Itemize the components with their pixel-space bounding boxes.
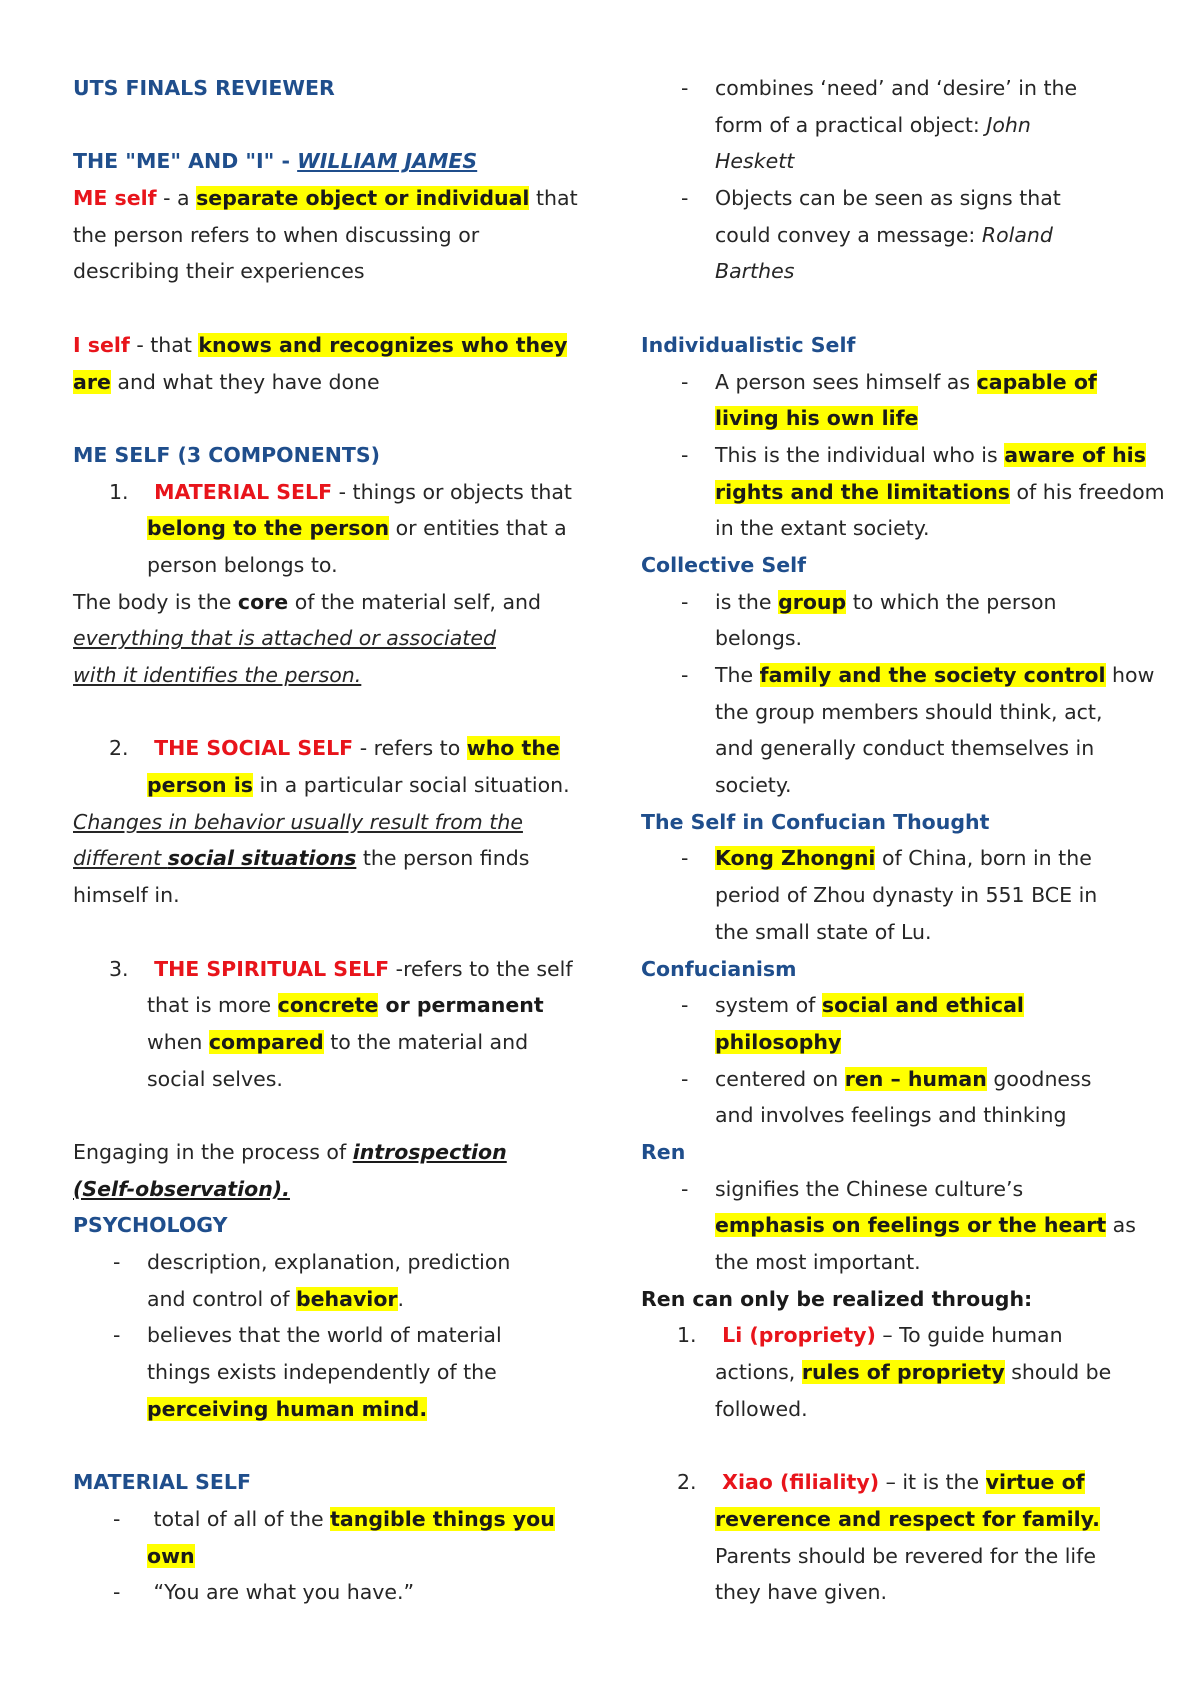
text-run: Heskett — [715, 149, 795, 174]
text-line — [641, 1354, 1141, 1391]
highlighted-text: concrete — [277, 993, 379, 1018]
blank-line — [73, 1427, 583, 1464]
text-line — [641, 1574, 1141, 1611]
list-dash: - — [113, 1323, 121, 1348]
text-run: of his freedom — [1010, 479, 1165, 504]
list-dash: - — [681, 369, 689, 394]
blank-line — [73, 107, 583, 144]
text-run: different — [73, 846, 168, 871]
text-run: core — [237, 589, 289, 614]
highlighted-text: person is — [147, 773, 253, 798]
list-number: 1. — [109, 479, 129, 504]
highlighted-text: emphasis on feelings or the heart — [715, 1213, 1107, 1238]
section-heading: ME SELF (3 COMPONENTS) — [73, 442, 381, 467]
section-heading: MATERIAL SELF — [73, 1470, 251, 1495]
text-run: to the material and — [323, 1029, 529, 1054]
text-run: and control of — [147, 1286, 296, 1311]
text-line — [641, 253, 1141, 290]
highlighted-text: rights and the limitations — [715, 479, 1010, 504]
text-line — [73, 730, 583, 767]
highlighted-text: compared — [208, 1029, 324, 1054]
text-line — [73, 584, 583, 621]
text-run: “You are what you have.” — [147, 1580, 415, 1605]
text-line — [73, 510, 583, 547]
list-dash: - — [113, 1580, 121, 1605]
text-run: belongs. — [715, 626, 803, 651]
section-heading: Individualistic Self — [641, 332, 856, 357]
section-heading: The Self in Confucian Thought — [641, 809, 990, 834]
section-heading: THE "ME" AND "I" - — [73, 149, 298, 174]
text-run: actions, — [715, 1360, 802, 1385]
text-line — [73, 364, 583, 401]
text-line — [73, 767, 583, 804]
text-run: or permanent — [378, 993, 544, 1018]
text-line — [73, 1317, 583, 1354]
section-heading: Confucianism — [641, 956, 797, 981]
text-line — [641, 914, 1141, 951]
highlighted-text: knows and recognizes who they — [198, 332, 568, 357]
blank-line — [73, 914, 583, 951]
text-line — [73, 253, 583, 290]
text-line — [641, 1244, 1141, 1281]
highlighted-text: aware of his — [1004, 442, 1146, 467]
text-line — [641, 474, 1165, 511]
text-line — [73, 804, 583, 841]
text-run: of the material self, and — [288, 589, 542, 614]
section-heading: Ren — [641, 1139, 686, 1164]
text-run: himself in. — [73, 883, 180, 908]
text-line — [641, 584, 1141, 621]
text-run: Objects can be seen as signs that — [715, 186, 1061, 211]
text-line — [641, 657, 1155, 694]
text-run: – it is the — [879, 1470, 986, 1495]
text-line — [73, 474, 583, 511]
text-line — [641, 1134, 1141, 1171]
text-line — [641, 510, 1141, 547]
text-line — [641, 1464, 1141, 1501]
text-run: person belongs to. — [147, 552, 338, 577]
text-run: followed. — [715, 1396, 808, 1421]
text-line — [73, 1134, 583, 1171]
highlighted-text: ren – human — [844, 1066, 987, 1091]
text-run: form of a practical object: — [715, 112, 987, 137]
text-line — [73, 1391, 583, 1428]
text-run: Engaging in the process of — [73, 1139, 353, 1164]
text-line — [641, 217, 1141, 254]
text-line — [641, 1391, 1141, 1428]
section-heading: Collective Self — [641, 552, 807, 577]
highlighted-text: capable of — [976, 369, 1097, 394]
text-run: Parents should be revered for the life — [715, 1543, 1096, 1568]
text-run: Barthes — [715, 259, 795, 284]
term-label: I self — [73, 332, 130, 357]
text-line — [641, 1501, 1141, 1538]
text-line — [641, 1281, 1141, 1318]
term-label: MATERIAL SELF — [147, 479, 333, 504]
text-line — [641, 364, 1141, 401]
list-dash: - — [681, 846, 689, 871]
text-run: to which the person — [846, 589, 1057, 614]
term-label: THE SPIRITUAL SELF — [147, 956, 390, 981]
highlighted-text: tangible things you — [330, 1506, 555, 1531]
list-dash: - — [681, 993, 689, 1018]
term-label: ME self — [73, 186, 157, 211]
text-line — [73, 657, 583, 694]
text-run: believes that the world of material — [147, 1323, 502, 1348]
list-number: 1. — [677, 1323, 697, 1348]
text-run: things exists independently of the — [147, 1360, 497, 1385]
text-line — [641, 143, 1141, 180]
text-run: everything that is attached or associated — [73, 626, 496, 651]
highlighted-text: belong to the person — [147, 516, 390, 541]
text-run: that is more — [147, 993, 278, 1018]
text-run: period of Zhou dynasty in 551 BCE in — [715, 883, 1098, 908]
text-run: social selves. — [147, 1066, 283, 1091]
text-line — [641, 730, 1141, 767]
text-run: or entities that a — [389, 516, 567, 541]
text-line — [641, 694, 1141, 731]
text-run: - a — [156, 186, 197, 211]
text-run: in a particular social situation. — [252, 773, 570, 798]
text-line — [641, 1317, 1141, 1354]
highlighted-text: reverence and respect for family. — [715, 1506, 1100, 1531]
text-line — [73, 1354, 583, 1391]
blank-line — [73, 290, 583, 327]
text-run: introspection — [352, 1139, 507, 1164]
text-run: and generally conduct themselves in — [715, 736, 1095, 761]
text-line — [73, 1207, 583, 1244]
text-run: system of — [715, 993, 822, 1018]
highlighted-text: rules of propriety — [801, 1360, 1005, 1385]
highlighted-text: living his own life — [715, 406, 919, 431]
blank-line — [73, 694, 583, 731]
text-run: is the — [715, 589, 779, 614]
text-run: This is the individual who is — [715, 442, 1005, 467]
text-line — [73, 1538, 583, 1575]
text-line — [641, 951, 1141, 988]
text-line — [73, 987, 583, 1024]
list-dash: - — [113, 1250, 121, 1274]
list-dash: - — [681, 442, 689, 467]
text-run: as — [1106, 1213, 1136, 1238]
text-run: and what they have done — [110, 369, 380, 394]
text-run: - refers to — [353, 736, 467, 761]
highlighted-text: behavior — [295, 1286, 398, 1311]
text-run: the small state of Lu. — [715, 919, 932, 944]
text-line — [73, 1501, 583, 1538]
blank-line — [73, 1097, 583, 1134]
text-run: how — [1105, 663, 1155, 687]
list-dash: - — [681, 663, 689, 687]
text-run: the person refers to when discussing or — [73, 222, 480, 247]
text-run: when — [147, 1029, 209, 1054]
text-run: and involves feelings and thinking — [715, 1103, 1067, 1128]
text-line — [73, 877, 583, 914]
text-run: could convey a message: — [715, 222, 982, 247]
text-line — [641, 1024, 1141, 1061]
text-run: -refers to the self — [389, 956, 573, 981]
text-run: the most important. — [715, 1250, 921, 1274]
list-number: 2. — [677, 1470, 697, 1495]
text-run: they have given. — [715, 1580, 888, 1605]
list-dash: - — [681, 1066, 689, 1091]
text-line — [641, 107, 1141, 144]
text-line — [641, 180, 1141, 217]
text-run: in the extant society. — [715, 516, 930, 541]
text-run: that — [529, 186, 578, 211]
text-line — [73, 1171, 583, 1208]
text-run: Ren can only be realized through: — [641, 1286, 1033, 1311]
term-label: Li (propriety) — [715, 1323, 876, 1348]
section-heading: WILLIAM JAMES — [297, 149, 478, 174]
highlighted-text: are — [73, 369, 111, 394]
text-line — [641, 1538, 1141, 1575]
text-run: should be — [1004, 1360, 1112, 1385]
text-run: (Self-observation). — [73, 1176, 290, 1201]
highlighted-text: virtue of — [985, 1470, 1085, 1495]
text-run: signifies the Chinese culture’s — [715, 1176, 1024, 1201]
list-dash: - — [113, 1506, 121, 1531]
text-run: The body is the — [73, 589, 238, 614]
text-line — [73, 1281, 583, 1318]
text-run: goodness — [986, 1066, 1092, 1091]
text-line — [73, 143, 583, 180]
text-line — [73, 1464, 583, 1501]
blank-line — [641, 290, 1141, 327]
right-column — [641, 70, 1165, 1611]
text-line — [641, 804, 1141, 841]
text-line — [73, 1061, 583, 1098]
term-label: Xiao (filiality) — [715, 1470, 880, 1495]
text-line — [641, 1171, 1141, 1208]
highlighted-text: Kong Zhongni — [715, 846, 876, 871]
blank-line — [641, 1427, 1141, 1464]
list-number: 2. — [109, 736, 129, 761]
text-line — [641, 620, 1141, 657]
text-line — [73, 951, 583, 988]
text-line — [641, 400, 1141, 437]
term-label: THE SOCIAL SELF — [147, 736, 354, 761]
text-line — [73, 217, 583, 254]
highlighted-text: philosophy — [715, 1029, 842, 1054]
text-run: centered on — [715, 1066, 845, 1091]
text-line — [641, 547, 1141, 584]
text-run: of China, born in the — [875, 846, 1092, 871]
text-run: total of all of the — [147, 1506, 331, 1531]
text-line — [641, 437, 1146, 474]
left-column — [73, 70, 583, 1611]
text-line — [641, 1207, 1141, 1244]
text-run: Roland — [981, 222, 1053, 247]
text-line — [73, 1574, 583, 1611]
text-line — [641, 767, 1141, 804]
text-run: - that — [129, 332, 199, 357]
text-run: John — [986, 112, 1031, 137]
text-line — [641, 327, 1141, 364]
text-run: describing their experiences — [73, 259, 365, 284]
text-run: . — [397, 1286, 405, 1311]
text-run: description, explanation, prediction — [147, 1250, 511, 1274]
text-line — [641, 987, 1141, 1024]
text-line — [641, 70, 1141, 107]
document-title: UTS FINALS REVIEWER — [73, 76, 335, 100]
text-run: - things or objects that — [332, 479, 572, 504]
text-line — [73, 840, 583, 877]
blank-line — [73, 400, 583, 437]
text-run: social situations — [167, 846, 357, 871]
highlighted-text: family and the society control — [759, 663, 1106, 687]
highlighted-text: group — [778, 589, 847, 614]
text-run: The — [715, 663, 760, 687]
text-run: the group members should think, act, — [715, 699, 1103, 724]
text-line — [641, 877, 1141, 914]
text-run: A person sees himself as — [715, 369, 977, 394]
list-dash: - — [681, 76, 689, 100]
text-line — [73, 180, 583, 217]
text-run: Changes in behavior usually result from the — [73, 809, 523, 834]
highlighted-text: social and ethical — [821, 993, 1024, 1018]
highlighted-text: perceiving human mind. — [147, 1396, 428, 1421]
list-dash: - — [681, 589, 689, 614]
text-line — [73, 1024, 583, 1061]
text-run: with it identifies the person. — [73, 663, 362, 687]
text-run: the person finds — [356, 846, 530, 871]
highlighted-text: separate object or individual — [196, 186, 530, 211]
text-run: combines ‘need’ and ‘desire’ in the — [715, 76, 1078, 100]
text-line — [641, 1061, 1141, 1098]
text-run: society. — [715, 773, 792, 798]
text-line — [641, 840, 1141, 877]
text-line — [73, 437, 583, 474]
highlighted-text: own — [147, 1543, 195, 1568]
list-dash: - — [681, 186, 689, 211]
section-heading: PSYCHOLOGY — [73, 1213, 228, 1238]
list-number: 3. — [109, 956, 129, 981]
text-run: – To guide human — [875, 1323, 1063, 1348]
text-line — [73, 620, 583, 657]
highlighted-text: who the — [466, 736, 560, 761]
text-line — [73, 547, 583, 584]
text-line — [641, 1097, 1141, 1134]
text-line — [73, 327, 583, 364]
text-line — [73, 1244, 583, 1281]
list-dash: - — [681, 1176, 689, 1201]
